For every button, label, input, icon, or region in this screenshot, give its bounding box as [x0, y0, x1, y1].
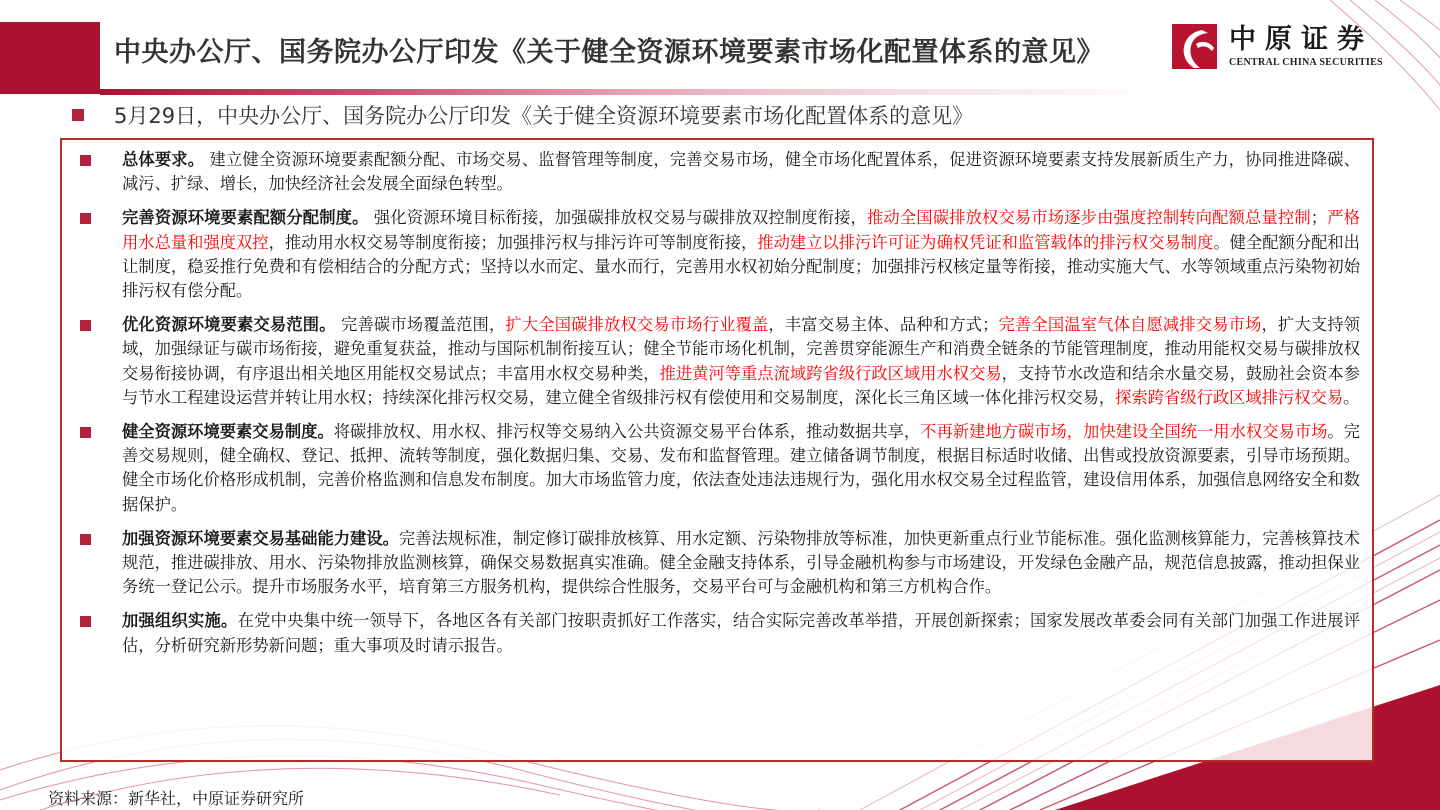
body-text: 将碳排放权、用水权、排污权等交易纳入公共资源交易平台体系，推动数据共享，	[333, 422, 921, 442]
highlighted-text: 完善全国温室气体自愿减排交易市场	[998, 315, 1262, 335]
highlighted-text: 推进黄河等重点流域跨省级行政区域用水权交易	[659, 363, 1002, 383]
item-body	[122, 150, 1360, 193]
list-item-quota-allocation	[62, 206, 1372, 303]
title-underline	[100, 89, 1160, 95]
company-logo	[1172, 22, 1383, 70]
highlighted-text: 严格用水总量和强度双控	[122, 208, 1360, 252]
item-heading: 完善资源环境要素配额分配制度。	[122, 208, 369, 228]
highlighted-text: 扩大全国碳排放权交易市场行业覆盖	[505, 315, 769, 335]
list-item-organization	[62, 609, 1372, 657]
content-box	[60, 138, 1374, 762]
square-bullet-icon	[72, 109, 84, 121]
square-bullet-icon	[80, 320, 91, 331]
list-item-trading-scope	[62, 313, 1372, 410]
body-text: 在党中央集中统一领导下，各地区各有关部门按职责抓好工作落实，结合实际完善改革举措，开展创新探索；国家发展改革委会同有关部门加强工作进展评估，分析研究新形势新问题；重大事项及时请示报告。	[122, 611, 1360, 655]
page-title: 中央办公厅、国务院办公厅印发《关于健全资源环境要素市场化配置体系的意见》	[114, 37, 1104, 68]
logo-english-name: CENTRAL CHINA SECURITIES	[1229, 56, 1383, 68]
logo-chinese-name: 中原证券	[1229, 23, 1373, 55]
title-accent-block	[0, 22, 100, 94]
body-text: 。健全配额分配和出让制度，稳妥推行免费和有偿相结合的分配方式；坚持以水而定、量水而行，完善用水权初始分配制度；加强排污权核定量等衔接，推动实施大气、水等领域重点污染物初始排污权有偿分配。	[122, 232, 1360, 301]
square-bullet-icon	[80, 534, 91, 545]
body-text: 完善法规标准，制定修订碳排放核算、用水定额、污染物排放等标准，加快更新重点行业节能标准。强化监测核算能力，完善核算技术规范，推进碳排放、用水、污染物排放监测核算，确保交易数据真实准确。健全金融支持体系，引导金融机构参与市场建设，开发绿色金融产品，规范信息披露，推动担保业务统一登记公示。提升市场服务水平，培育第三方服务机构，提供综合性服务，交易平台可与金融机构和第三方机构合作。	[122, 528, 1360, 597]
square-bullet-icon	[80, 155, 91, 166]
item-heading: 加强组织实施。	[122, 611, 238, 631]
list-item-overall-requirements	[62, 148, 1372, 196]
square-bullet-icon	[80, 213, 91, 224]
item-body	[122, 611, 1360, 654]
square-bullet-icon	[80, 616, 91, 627]
list-item-capacity-building	[62, 527, 1372, 600]
item-heading: 优化资源环境要素交易范围。	[122, 315, 336, 335]
list-item-trading-system	[62, 420, 1372, 517]
logo-mark-icon	[1172, 24, 1217, 69]
body-text: ，扩大支持领域，加强绿证与碳市场衔接，避免重复获益，推动与国际机制衔接互认；健全节能市场化机制，完善贯穿能源生产和消费全链条的节能管理制度，推动用能权交易与碳排放权交易衔接协调，有序退出相关地区用能权交易试点；丰富用水权交易种类，	[122, 315, 1360, 383]
subheading	[72, 100, 973, 130]
subheading-text: 5月29日，中央办公厅、国务院办公厅印发《关于健全资源环境要素市场化配置体系的意见》	[114, 104, 974, 128]
body-text: 完善碳市场覆盖范围，	[335, 315, 506, 335]
item-heading: 总体要求。	[122, 150, 205, 169]
body-text: 强化资源环境目标衔接，加强碳排放权交易与碳排放双控制度衔接，	[368, 208, 867, 228]
body-text: ，丰富交易主体、品种和方式；	[768, 315, 999, 335]
body-text: 。完善交易规则，健全确权、登记、抵押、流转等制度，强化数据归集、交易、发布和监督管理。建立储备调节制度，根据目标适时收储、出售或投放资源要素，引导市场预期。健全市场化价格形成机制，完善价格监测和信息发布制度。加大市场监管力度，依法查处违法违规行为，强化用水权交易全过程监管，建设信用体系，加强信息网络安全和数据保护。	[122, 422, 1360, 514]
source-note: 资料来源：新华社，中原证券研究所	[48, 789, 305, 808]
item-heading: 加强资源环境要素交易基础能力建设。	[122, 528, 399, 548]
highlighted-text: 探索跨省级行政区域排污权交易	[1115, 387, 1344, 407]
item-heading: 健全资源环境要素交易制度。	[122, 422, 334, 442]
body-text: ，推动用水权交易等制度衔接；加强排污权与排污许可等制度衔接，	[268, 232, 758, 252]
body-text: ；	[1310, 208, 1328, 228]
highlighted-text: 不再新建地方碳市场，加快建设全国统一用水权交易市场	[920, 422, 1328, 442]
body-text: ，支持节水改造和结余水量交易，鼓励社会资本参与节水工程建设运营并转让用水权；持续深化排污权交易，建立健全省级排污权有偿使用和交易制度，深化长三角区域一体化排污权交易，	[122, 363, 1360, 407]
body-text: 。	[1343, 387, 1360, 407]
highlighted-text: 推动全国碳排放权交易市场逐步由强度控制转向配额总量控制	[867, 208, 1311, 228]
highlighted-text: 推动建立以排污许可证为确权凭证和监管载体的排污权交易制度	[757, 232, 1214, 252]
body-text: 建立健全资源环境要素配额分配、市场交易、监督管理等制度，完善交易市场，健全市场化配置体系，促进资源环境要素支持发展新质生产力，协同推进降碳、减污、扩绿、增长，加快经济社会发展全面绿色转型。	[122, 150, 1360, 194]
square-bullet-icon	[80, 427, 91, 438]
